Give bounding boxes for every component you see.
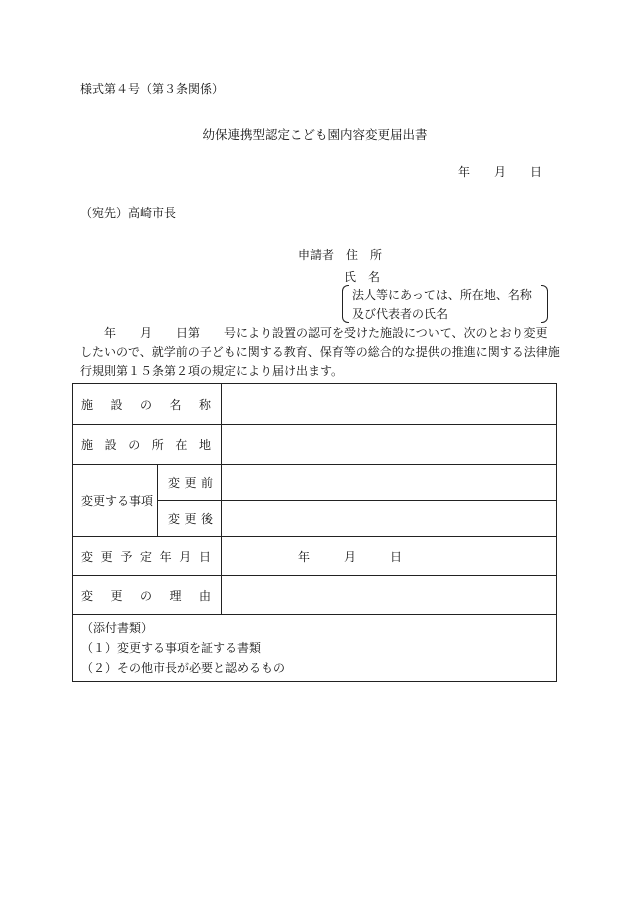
table-row [73, 384, 557, 425]
label-char: 変 [168, 476, 181, 490]
facility-name-label [73, 384, 222, 425]
label-char: 前 [200, 476, 213, 490]
label-char: 施 [81, 397, 94, 412]
label-char: 更 [100, 549, 113, 564]
document-title: 幼保連携型認定こども園内容変更届出書 [202, 127, 428, 142]
addressee: （宛先）高崎市長 [80, 206, 177, 220]
scheduled-date-field[interactable] [222, 537, 557, 576]
label-char: 日 [198, 549, 211, 564]
facility-location-label [73, 425, 222, 465]
facility-name-field[interactable] [222, 384, 557, 425]
label-char: 所 [151, 438, 164, 452]
label-char: 後 [200, 512, 213, 526]
label-char: 予 [120, 549, 133, 564]
label-char: 変 [81, 549, 94, 564]
label-char: 施 [81, 438, 94, 452]
label-char: 更 [110, 588, 123, 603]
corporate-note-line1: 法人等にあっては、所在地、名称 [352, 288, 532, 302]
before-label [158, 465, 222, 501]
date-day-label: 日 [530, 165, 543, 179]
label-char: の [139, 397, 152, 412]
date-year-label: 年 [458, 165, 471, 179]
change-form-table [72, 383, 557, 682]
corporate-note-line2: 及び代表者の氏名 [352, 307, 449, 321]
reason-field[interactable] [222, 576, 557, 615]
label-char: 名 [169, 397, 182, 412]
scheduled-year: 年 [298, 549, 311, 564]
after-field[interactable] [222, 501, 557, 537]
attachments-cell [73, 615, 557, 682]
label-char: 由 [198, 588, 211, 603]
label-char: 理 [169, 588, 182, 603]
label-char: 更 [184, 476, 197, 490]
table-row [73, 576, 557, 615]
label-char: 称 [198, 397, 211, 412]
applicant-name-label: 氏 名 [344, 270, 381, 284]
label-char: 更 [184, 512, 197, 526]
left-bracket [342, 285, 349, 323]
change-item-label: 変更する事項 [73, 465, 158, 537]
applicant-address-label: 申請者 住 所 [298, 248, 383, 262]
label-char: の [128, 438, 141, 452]
table-row [73, 615, 557, 682]
label-char: の [139, 588, 152, 603]
label-char: 地 [198, 438, 211, 452]
body-line-3: 行規則第１５条第２項の規定により届け出ます。 [80, 364, 344, 378]
attachments-title: （添付書類） [81, 621, 154, 635]
label-char: 在 [175, 438, 188, 452]
label-char: 年 [159, 549, 172, 564]
table-row [73, 465, 557, 501]
label-char: 月 [179, 549, 192, 564]
body-line-1: 年 月 日第 号により設置の認可を受けた施設について、次のとおり変更 [80, 326, 548, 340]
scheduled-date-label [73, 537, 222, 576]
scheduled-day: 日 [390, 549, 403, 564]
corporate-note [342, 285, 548, 323]
attachment-item-2: （２）その他市長が必要と認めるもの [81, 661, 286, 675]
submission-date [458, 163, 542, 180]
label-char: 定 [139, 549, 152, 564]
label-char: 変 [168, 512, 181, 526]
form-number: 様式第４号（第３条関係） [80, 82, 225, 96]
facility-location-field[interactable] [222, 425, 557, 465]
label-char: 変 [81, 588, 94, 603]
table-row [73, 537, 557, 576]
right-bracket [541, 285, 548, 323]
table-row [73, 425, 557, 465]
notification-body [80, 324, 560, 381]
reason-label [73, 576, 222, 615]
scheduled-month: 月 [344, 549, 357, 564]
label-char: 設 [104, 438, 117, 452]
before-field[interactable] [222, 465, 557, 501]
label-char: 設 [110, 397, 123, 412]
attachment-item-1: （１）変更する事項を証する書類 [81, 641, 262, 655]
after-label [158, 501, 222, 537]
date-month-label: 月 [494, 165, 507, 179]
body-line-2: したいので、就学前の子どもに関する教育、保育等の総合的な提供の推進に関する法律施 [80, 345, 560, 359]
